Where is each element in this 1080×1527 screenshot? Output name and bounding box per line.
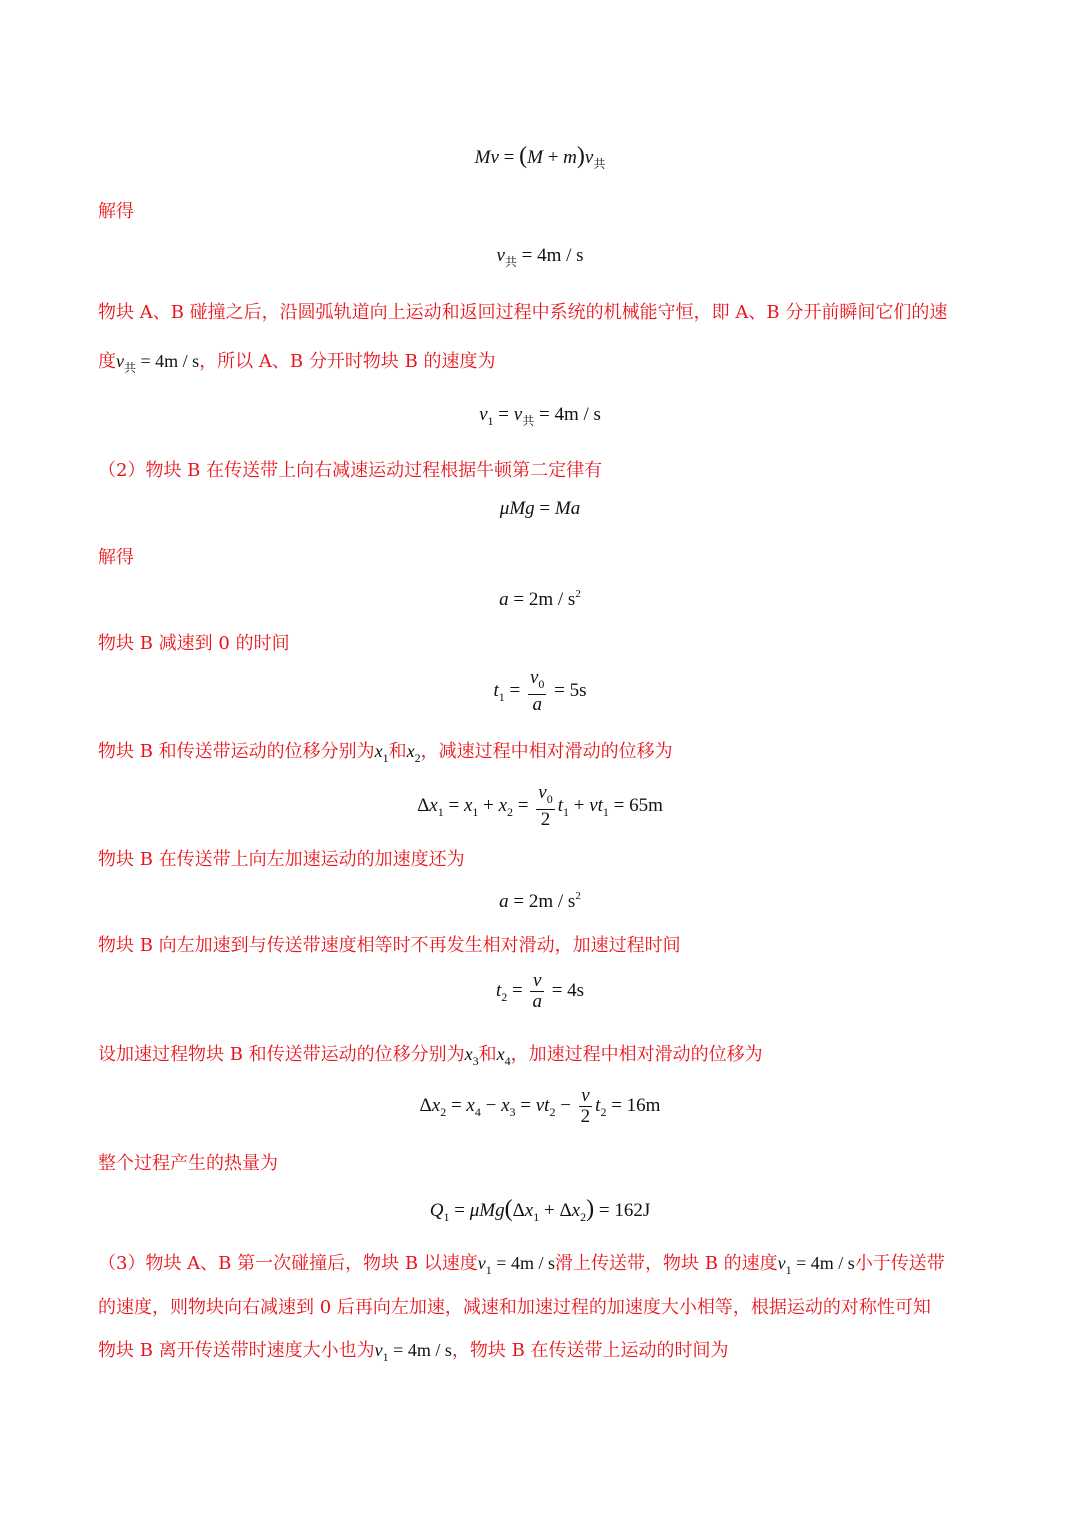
paragraph-line: 物块 B 离开传送带时速度大小也为$v_1 = 4m / s$，物块 B 在传送带上运动的时间为	[98, 1340, 729, 1364]
paragraph-line: 物块 B 向左加速到与传送带速度相等时不再发生相对滑动，加速过程时间	[98, 935, 681, 956]
paragraph-line: 设加速过程物块 B 和传送带运动的位移分别为$x_3$和$x_4$，加速过程中相对滑动的位移为	[98, 1044, 763, 1068]
paragraph-line: 物块 B 减速到 0 的时间	[98, 633, 290, 654]
equation-heat: $Q_1 = \mu Mg(\Delta x_1 + \Delta x_2) = 162J$	[429, 1196, 651, 1224]
label-jiede: 解得	[98, 201, 134, 222]
equation-t1: $t_1$ = $\frac{v_0}{a}$ = 5s	[493, 667, 587, 715]
label-jiede: 解得	[98, 547, 134, 568]
equation-t2: $t_2$ = $\frac{v}{a}$ = 4s	[495, 970, 585, 1012]
equation-delta-x2: $\Delta x_2 = x_4 - x_3 = vt_2$ − $\frac{v}{2}$ $t_2 = 16m$	[419, 1085, 661, 1127]
equation-acceleration: $a = 2m / s^2$	[499, 890, 581, 912]
paragraph-line: （3）物块 A、B 第一次碰撞后，物块 B 以速度$v_1 = 4m / s$滑上传送带，物块 B 的速度$v_1 = 4m / s$小于传送带	[98, 1253, 945, 1277]
paragraph-line: 的速度，则物块向右减速到 0 后再向左加速，减速和加速过程的加速度大小相等，根据运动的对称性可知	[98, 1297, 931, 1318]
equation-newton: μMg = Ma	[499, 498, 581, 519]
paragraph-line: 物块 B 在传送带上向左加速运动的加速度还为	[98, 849, 465, 870]
equation-v-common: $v_共 = 4m / s$	[496, 245, 584, 269]
equation-acceleration: $a = 2m / s^2$	[499, 588, 581, 610]
paragraph-line: 物块 A、B 碰撞之后，沿圆弧轨道向上运动和返回过程中系统的机械能守恒，即 A、B 分开前瞬间它们的速	[98, 302, 948, 323]
paragraph-line: 物块 B 和传送带运动的位移分别为$x_1$和$x_2$，减速过程中相对滑动的位移为	[98, 741, 673, 765]
paragraph-line: 度$v_共 = 4m / s$，所以 A、B 分开时物块 B 的速度为	[98, 351, 496, 375]
equation-momentum: $Mv = (M + m)v_共$	[474, 143, 606, 171]
paragraph-line: 整个过程产生的热量为	[98, 1153, 278, 1174]
equation-v1: $v_1 = v_共 = 4m / s$	[479, 404, 601, 428]
paragraph-line: （2）物块 B 在传送带上向右减速运动过程根据牛顿第二定律有	[98, 460, 603, 481]
equation-delta-x1: $\Delta x_1 = x_1 + x_2$ = $\frac{v_0}{2}$ $t_1 + vt_1 = 65m$	[417, 782, 663, 830]
